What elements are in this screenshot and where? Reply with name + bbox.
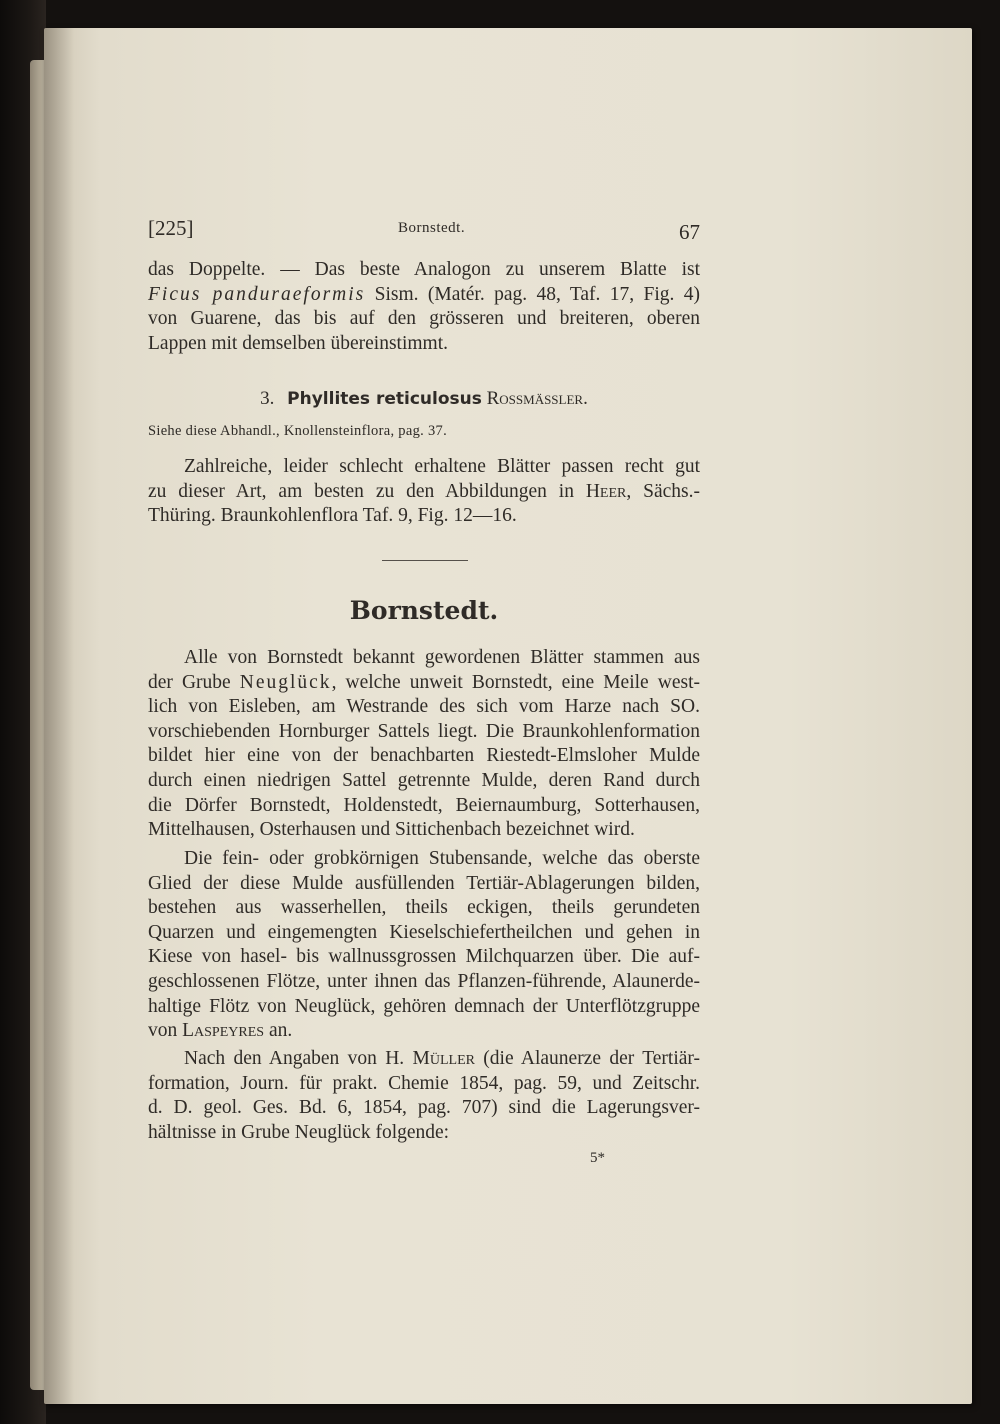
text-fragment: (die Alaunerze der Tertiär- bbox=[474, 1048, 701, 1069]
text-line: von Guarene, das bis auf den grösseren und breiteren, oberen bbox=[148, 308, 700, 330]
species-reference-note: Siehe diese Abhandl., Knollensteinflora, pag. 37. bbox=[148, 423, 447, 439]
paragraph-continuation bbox=[148, 258, 700, 356]
species-heading bbox=[148, 388, 700, 410]
text-line: formation, Journ. für prakt. Chemie 1854, pag. 59, und Zeitschr. bbox=[148, 1072, 700, 1094]
text-fragment: , welche unweit Bornstedt, eine Meile west- bbox=[331, 671, 700, 693]
author-name: Müller bbox=[412, 1048, 475, 1069]
text-line: die Dörfer Bornstedt, Holdenstedt, Beiernaumburg, Sotterhausen, bbox=[148, 794, 700, 816]
text-line: Quarzen und eingemengten Kieselschiefertheilchen und gehen in bbox=[148, 921, 700, 943]
paragraph-location bbox=[148, 646, 700, 843]
text-line: hältnisse in Grube Neuglück folgende: bbox=[148, 1121, 450, 1143]
text-line: Kiese von hasel- bis wallnussgrossen Milchquarzen über. Die auf- bbox=[148, 946, 700, 968]
text-line: Lappen mit demselben übereinstimmt. bbox=[148, 332, 449, 354]
species-number: 3. bbox=[260, 388, 275, 409]
paragraph-species-description bbox=[148, 455, 700, 529]
text-fragment: an. bbox=[264, 1020, 293, 1042]
running-head bbox=[148, 216, 700, 246]
italic-species-name: Ficus panduraeformis bbox=[148, 283, 366, 305]
text-line: Thüring. Braunkohlenflora Taf. 9, Fig. 12—16. bbox=[148, 505, 517, 527]
species-name: Phyllites reticulosus bbox=[287, 389, 482, 409]
printer-signature-mark: 5* bbox=[590, 1150, 605, 1166]
text-line bbox=[148, 1019, 700, 1044]
text-fragment: Nach den Angaben von H. bbox=[184, 1048, 413, 1069]
paragraph-geology bbox=[148, 847, 700, 1044]
text-line: Die fein- oder grobkörnigen Stubensande, welche das oberste bbox=[184, 848, 700, 869]
text-fragment: zu dieser Art, am besten zu den Abbildungen in bbox=[148, 480, 586, 502]
text-line: lich von Eisleben, am Westrande des sich vom Harze nach SO. bbox=[148, 696, 700, 718]
text-line: bildet hier eine von der benachbarten Riestedt-Elmsloher Mulde bbox=[148, 745, 700, 767]
author-name: Laspeyres bbox=[182, 1020, 265, 1042]
text-fragment: von bbox=[148, 1020, 183, 1042]
text-line: bestehen aus wasserhellen, theils eckigen, theils gerundeten bbox=[148, 897, 700, 919]
text-fragment: , Sächs.- bbox=[626, 480, 700, 502]
text-line: Mittelhausen, Osterhausen und Sittichenbach bezeichnet wird. bbox=[148, 819, 635, 841]
text-fragment: der Grube bbox=[148, 671, 240, 693]
paragraph-sources bbox=[148, 1047, 700, 1145]
text-fragment: Sism. (Matér. pag. 48, Taf. 17, Fig. 4) bbox=[365, 283, 700, 305]
text-line: Glied der diese Mulde ausfüllenden Tertiär-Ablagerungen bilden, bbox=[148, 872, 700, 894]
text-line bbox=[148, 480, 700, 505]
author-name: Heer bbox=[585, 480, 627, 502]
text-line bbox=[148, 283, 700, 308]
text-line bbox=[148, 1047, 700, 1072]
text-line: Alle von Bornstedt bekannt gewordenen Blätter stammen aus bbox=[184, 647, 700, 668]
text-line: geschlossenen Flötze, unter ihnen das Pflanzen-führende, Alaunerde- bbox=[148, 970, 700, 992]
text-line bbox=[148, 671, 700, 696]
species-author: Rossmässler. bbox=[486, 388, 588, 409]
section-divider-rule bbox=[382, 560, 468, 561]
text-line: vorschiebenden Hornburger Sattels liegt. Die Braunkohlenformation bbox=[148, 720, 700, 742]
text-line: Zahlreiche, leider schlecht erhaltene Blätter passen recht gut bbox=[184, 456, 700, 477]
text-line: durch einen niedrigen Sattel getrennte Mulde, deren Rand durch bbox=[148, 769, 700, 791]
running-head-section-number: [225] bbox=[148, 216, 194, 240]
section-title: Bornstedt. bbox=[349, 596, 499, 625]
text-line: d. D. geol. Ges. Bd. 6, 1854, pag. 707) sind die Lagerungsver- bbox=[148, 1097, 700, 1119]
page-gutter-shadow bbox=[44, 28, 74, 1404]
text-line: das Doppelte. — Das beste Analogon zu unserem Blatte ist bbox=[148, 259, 700, 280]
page-number: 67 bbox=[679, 220, 700, 244]
mine-name: Neuglück bbox=[239, 671, 332, 693]
running-head-title: Bornstedt. bbox=[398, 220, 466, 236]
text-line: haltige Flötz von Neuglück, gehören demnach der Unterflötzgruppe bbox=[148, 995, 700, 1017]
